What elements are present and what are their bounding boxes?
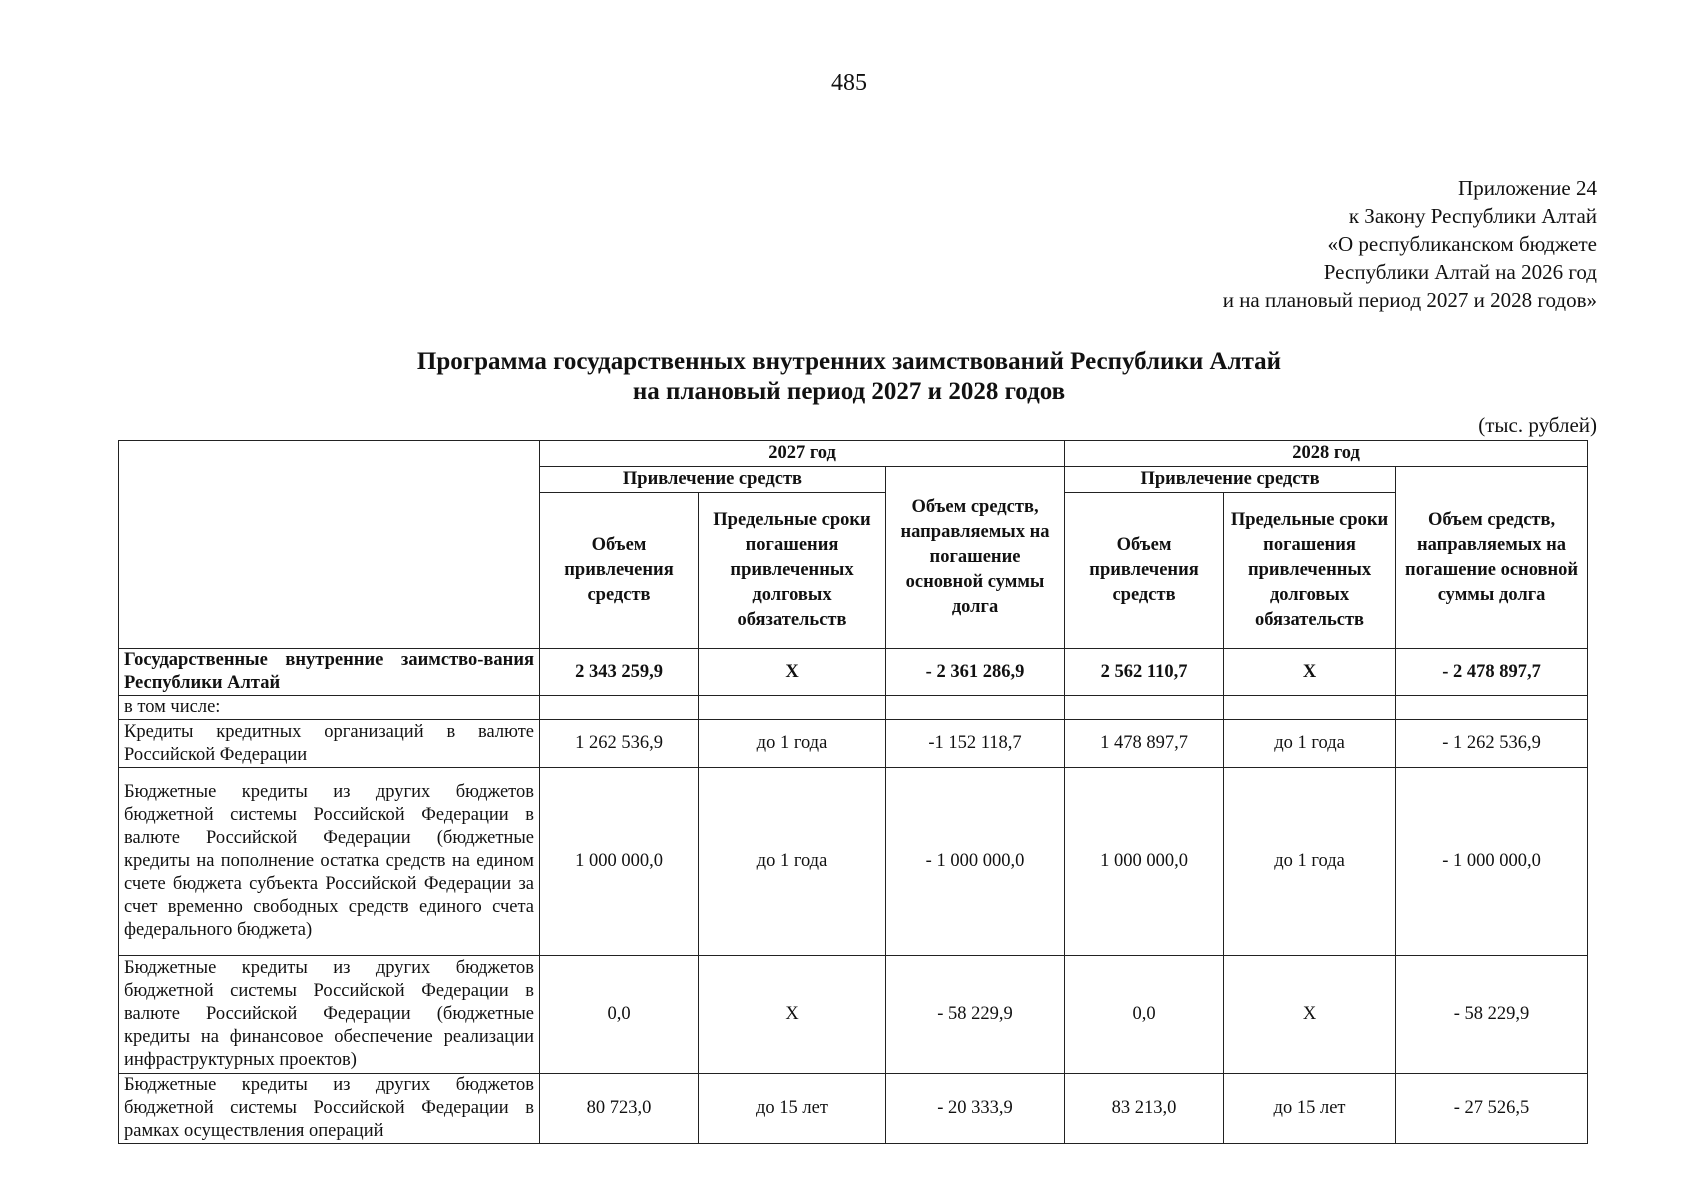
repayment-2028-cell: - 1 262 536,9 — [1396, 720, 1588, 768]
volume-2027-cell: 80 723,0 — [540, 1074, 699, 1144]
repayment-2027-cell: - 1 000 000,0 — [886, 768, 1065, 956]
terms-2027-cell: Х — [699, 956, 886, 1074]
table-row — [119, 768, 1588, 956]
volume-2028-cell: 1 478 897,7 — [1065, 720, 1224, 768]
repayment-2027-cell: -1 152 118,7 — [886, 720, 1065, 768]
document-title — [0, 347, 1698, 407]
volume-header-2027: Объем привлечения средств — [540, 493, 699, 649]
volume-2027-cell: 2 343 259,9 — [540, 649, 699, 696]
table-row — [119, 696, 1588, 720]
year-2027-header: 2027 год — [540, 441, 1065, 467]
appendix-reference — [1223, 174, 1597, 314]
terms-2027-cell: Х — [699, 649, 886, 696]
volume-2028-cell: 83 213,0 — [1065, 1074, 1224, 1144]
repayment-2027-cell — [886, 696, 1065, 720]
row-name: Государственные внутренние заимство-вания Республики Алтай — [119, 649, 540, 696]
row-name: Кредиты кредитных организаций в валюте Российской Федерации — [119, 720, 540, 768]
header-row-years — [119, 441, 1588, 467]
year-2028-header: 2028 год — [1065, 441, 1588, 467]
terms-2028-cell: Х — [1224, 956, 1396, 1074]
row-name: Бюджетные кредиты из других бюджетов бюджетной системы Российской Федерации в валюте Российской Федерации (бюджетные кредиты на финансовое обеспечение реализации инфраструктурных проектов) — [119, 956, 540, 1074]
units-label: (тыс. рублей) — [1478, 413, 1597, 437]
terms-2028-cell: до 15 лет — [1224, 1074, 1396, 1144]
attraction-header-2027: Привлечение средств — [540, 467, 886, 493]
terms-2027-cell: до 1 года — [699, 720, 886, 768]
repayment-2028-cell: - 1 000 000,0 — [1396, 768, 1588, 956]
volume-2027-cell: 1 262 536,9 — [540, 720, 699, 768]
terms-2028-cell: до 1 года — [1224, 768, 1396, 956]
terms-2028-cell: до 1 года — [1224, 720, 1396, 768]
appendix-line: «О республиканском бюджете — [1327, 232, 1597, 256]
appendix-line: Республики Алтай на 2026 год — [1323, 260, 1597, 284]
title-line: Программа государственных внутренних заимствований Республики Алтай — [416, 348, 1282, 375]
repayment-header-2027: Объем средств, направляемых на погашение основной суммы долга — [886, 467, 1065, 649]
repayment-2027-cell: - 58 229,9 — [886, 956, 1065, 1074]
terms-header-2028: Предельные сроки погашения привлеченных долговых обязательств — [1224, 493, 1396, 649]
volume-2028-cell: 2 562 110,7 — [1065, 649, 1224, 696]
volume-2028-cell: 0,0 — [1065, 956, 1224, 1074]
table-row — [119, 1074, 1588, 1144]
header-blank-cell — [119, 441, 540, 649]
volume-2028-cell: 1 000 000,0 — [1065, 768, 1224, 956]
repayment-2027-cell: - 2 361 286,9 — [886, 649, 1065, 696]
volume-2027-cell — [540, 696, 699, 720]
repayment-2028-cell — [1396, 696, 1588, 720]
table-row — [119, 956, 1588, 1074]
repayment-2027-cell: - 20 333,9 — [886, 1074, 1065, 1144]
appendix-line: и на плановый период 2027 и 2028 годов» — [1222, 288, 1597, 312]
page-number: 485 — [831, 70, 867, 96]
row-name: Бюджетные кредиты из других бюджетов бюджетной системы Российской Федерации в рамках осуществления операций — [119, 1074, 540, 1144]
appendix-line: Приложение 24 — [1458, 176, 1597, 200]
terms-2027-cell: до 15 лет — [699, 1074, 886, 1144]
table-row — [119, 649, 1588, 696]
terms-2028-cell: Х — [1224, 649, 1396, 696]
title-line: на плановый период 2027 и 2028 годов — [632, 378, 1066, 405]
volume-2028-cell — [1065, 696, 1224, 720]
repayment-2028-cell: - 2 478 897,7 — [1396, 649, 1588, 696]
row-name: в том числе: — [119, 696, 540, 720]
terms-2028-cell — [1224, 696, 1396, 720]
repayment-2028-cell: - 27 526,5 — [1396, 1074, 1588, 1144]
volume-2027-cell: 1 000 000,0 — [540, 768, 699, 956]
terms-2027-cell — [699, 696, 886, 720]
volume-header-2028: Объем привлечения средств — [1065, 493, 1224, 649]
repayment-header-2028: Объем средств, направляемых на погашение основной суммы долга — [1396, 467, 1588, 649]
repayment-2028-cell: - 58 229,9 — [1396, 956, 1588, 1074]
borrowing-program-table — [118, 440, 1588, 1144]
row-name: Бюджетные кредиты из других бюджетов бюджетной системы Российской Федерации в валюте Российской Федерации (бюджетные кредиты на пополнение остатка средств на едином счете бюджета субъекта Российской Федерации за счет временно свободных средств единого счета федерального бюджета) — [119, 768, 540, 956]
terms-header-2027: Предельные сроки погашения привлеченных долговых обязательств — [699, 493, 886, 649]
table-row — [119, 720, 1588, 768]
attraction-header-2028: Привлечение средств — [1065, 467, 1396, 493]
volume-2027-cell: 0,0 — [540, 956, 699, 1074]
terms-2027-cell: до 1 года — [699, 768, 886, 956]
appendix-line: к Закону Республики Алтай — [1348, 204, 1597, 228]
